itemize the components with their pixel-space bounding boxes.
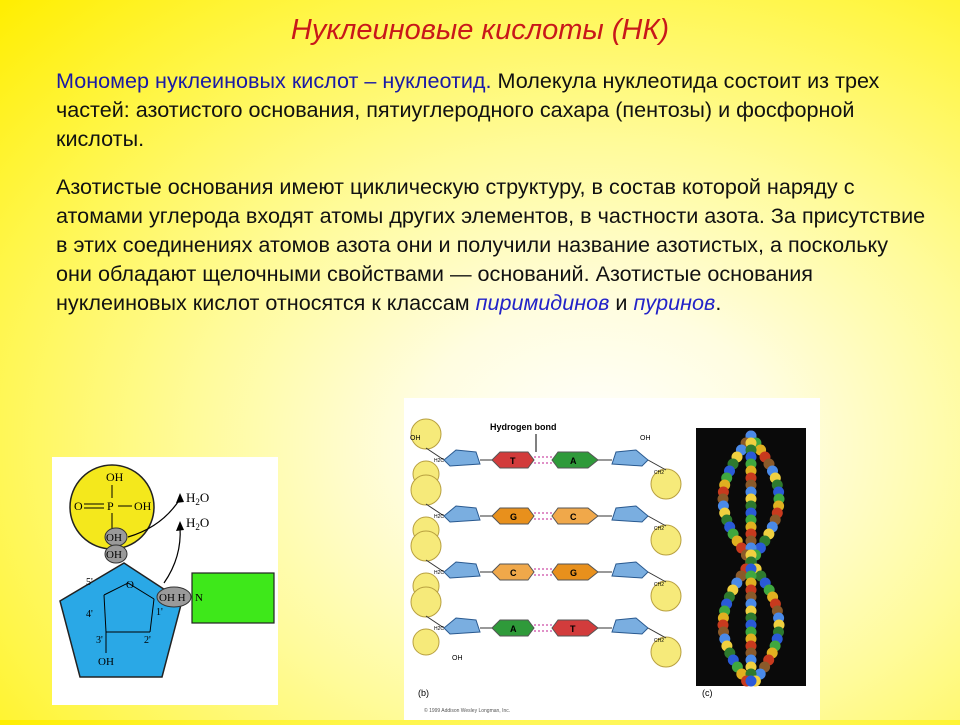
oh-h-label: OH H — [159, 592, 186, 604]
sugar-right-1 — [612, 506, 648, 522]
h2c-label-0: H2C — [434, 458, 445, 464]
carbon-2: 2' — [144, 635, 151, 646]
ch2-label-1: CH2 — [654, 526, 665, 532]
phosphate-left-2 — [411, 531, 441, 561]
sugar-right-2 — [612, 562, 648, 578]
ch2-label-2: CH2 — [654, 582, 665, 588]
sugar-right-3 — [612, 618, 648, 634]
h2c-label-3: H2C — [434, 626, 445, 632]
base-label-left-2: C — [510, 568, 517, 578]
arrow-water-2 — [164, 527, 180, 583]
carbon-5: 5' — [86, 577, 93, 588]
paragraph-monomer — [56, 66, 926, 153]
nucleotide-svg — [52, 457, 278, 705]
base-label-right-3: T — [570, 624, 576, 634]
base-label-right-0: A — [570, 456, 577, 466]
slide-title: Нуклеиновые кислоты (НК) — [290, 14, 670, 46]
oh-bottom-1: OH — [106, 532, 122, 544]
base-label-left-1: G — [510, 512, 518, 522]
phosphate-p: P — [107, 499, 114, 513]
panel-b-label: (b) — [418, 688, 429, 698]
sugar-left-2 — [444, 562, 480, 578]
panel-c-label: (c) — [702, 688, 713, 698]
phosphate-oh-right: OH — [134, 499, 152, 513]
sugar-left-3 — [444, 618, 480, 634]
base-label-right-2: G — [570, 568, 578, 578]
end-period: . — [715, 290, 722, 315]
water-label-1: $H_2O$ — [186, 490, 210, 507]
backbone-right-2 — [648, 572, 666, 582]
paragraph-bases — [56, 172, 926, 317]
arrowhead-water-1 — [176, 493, 184, 503]
h2c-label-2: H2C — [434, 570, 445, 576]
sugar-pentagon — [60, 563, 182, 677]
backbone-right-3 — [648, 628, 666, 638]
ch2-label-0: CH2 — [654, 470, 665, 476]
carbon-3: 3' — [96, 635, 103, 646]
carbon-4: 4' — [86, 609, 93, 620]
sugar-oh: OH — [98, 656, 114, 668]
oh-left-label: OH — [410, 435, 421, 442]
monomer-lead: Мономер нуклеиновых кислот – нуклеотид. — [56, 68, 492, 93]
base-label-left-0: T — [510, 456, 516, 466]
phosphate-left-1 — [411, 475, 441, 505]
carbon-1: 1' — [156, 607, 163, 618]
sugar-left-1 — [444, 506, 480, 522]
dna-svg — [404, 398, 820, 720]
term-pyrimidines: пиримидинов — [475, 290, 610, 315]
strand-group — [411, 419, 681, 667]
bases-text: Азотистые основания имеют циклическую структуру, в состав которой наряду с атомами углерода входят атомы других элементов, в частности азота. За присутствие в этих соединениях атомов азота они и получили название азотистых, а поскольку они обладают щелочными свойствами — оснований. Азотистые основания нуклеиновых кислот относятся к классам — [56, 174, 926, 315]
base-label-left-3: A — [510, 624, 517, 634]
water-label-2: $H_2O$ — [186, 515, 210, 532]
phosphate-o-left: O — [74, 499, 83, 513]
nucleotide-diagram — [52, 457, 278, 705]
ring-oxygen: O — [126, 579, 134, 591]
backbone-right-1 — [648, 516, 666, 526]
sugar-right-0 — [612, 450, 648, 466]
oh-bottom-label: OH — [452, 655, 463, 662]
helix-atom — [746, 676, 757, 687]
and-text: и — [609, 290, 634, 315]
phosphate-left-3 — [411, 587, 441, 617]
oh-right-label: OH — [640, 435, 651, 442]
h2c-label-1: H2C — [434, 514, 445, 520]
ch2-label-3: CH2 — [654, 638, 665, 644]
base-n: N — [195, 592, 203, 604]
sugar-left-0 — [444, 450, 480, 466]
hydrogen-bond-label: Hydrogen bond — [490, 422, 557, 432]
monomer-rest: Молекула нуклеотида состоит из трех частей: азотистого основания, пятиуглеродного сахара (пентозы) и фосфорной кислоты. — [56, 68, 880, 151]
backbone-right-0 — [648, 460, 666, 470]
arrowhead-water-2 — [176, 521, 184, 531]
phosphate-left-b-3 — [413, 629, 439, 655]
copyright-text: © 1999 Addison Wesley Longman, Inc. — [424, 708, 511, 714]
term-purines: пуринов — [633, 290, 716, 315]
dna-figure — [404, 398, 820, 720]
oh-bottom-2: OH — [106, 549, 122, 561]
base-label-right-1: C — [570, 512, 577, 522]
phosphate-left-0 — [411, 419, 441, 449]
phosphate-oh-top: OH — [106, 470, 124, 484]
base-rectangle — [192, 573, 274, 623]
